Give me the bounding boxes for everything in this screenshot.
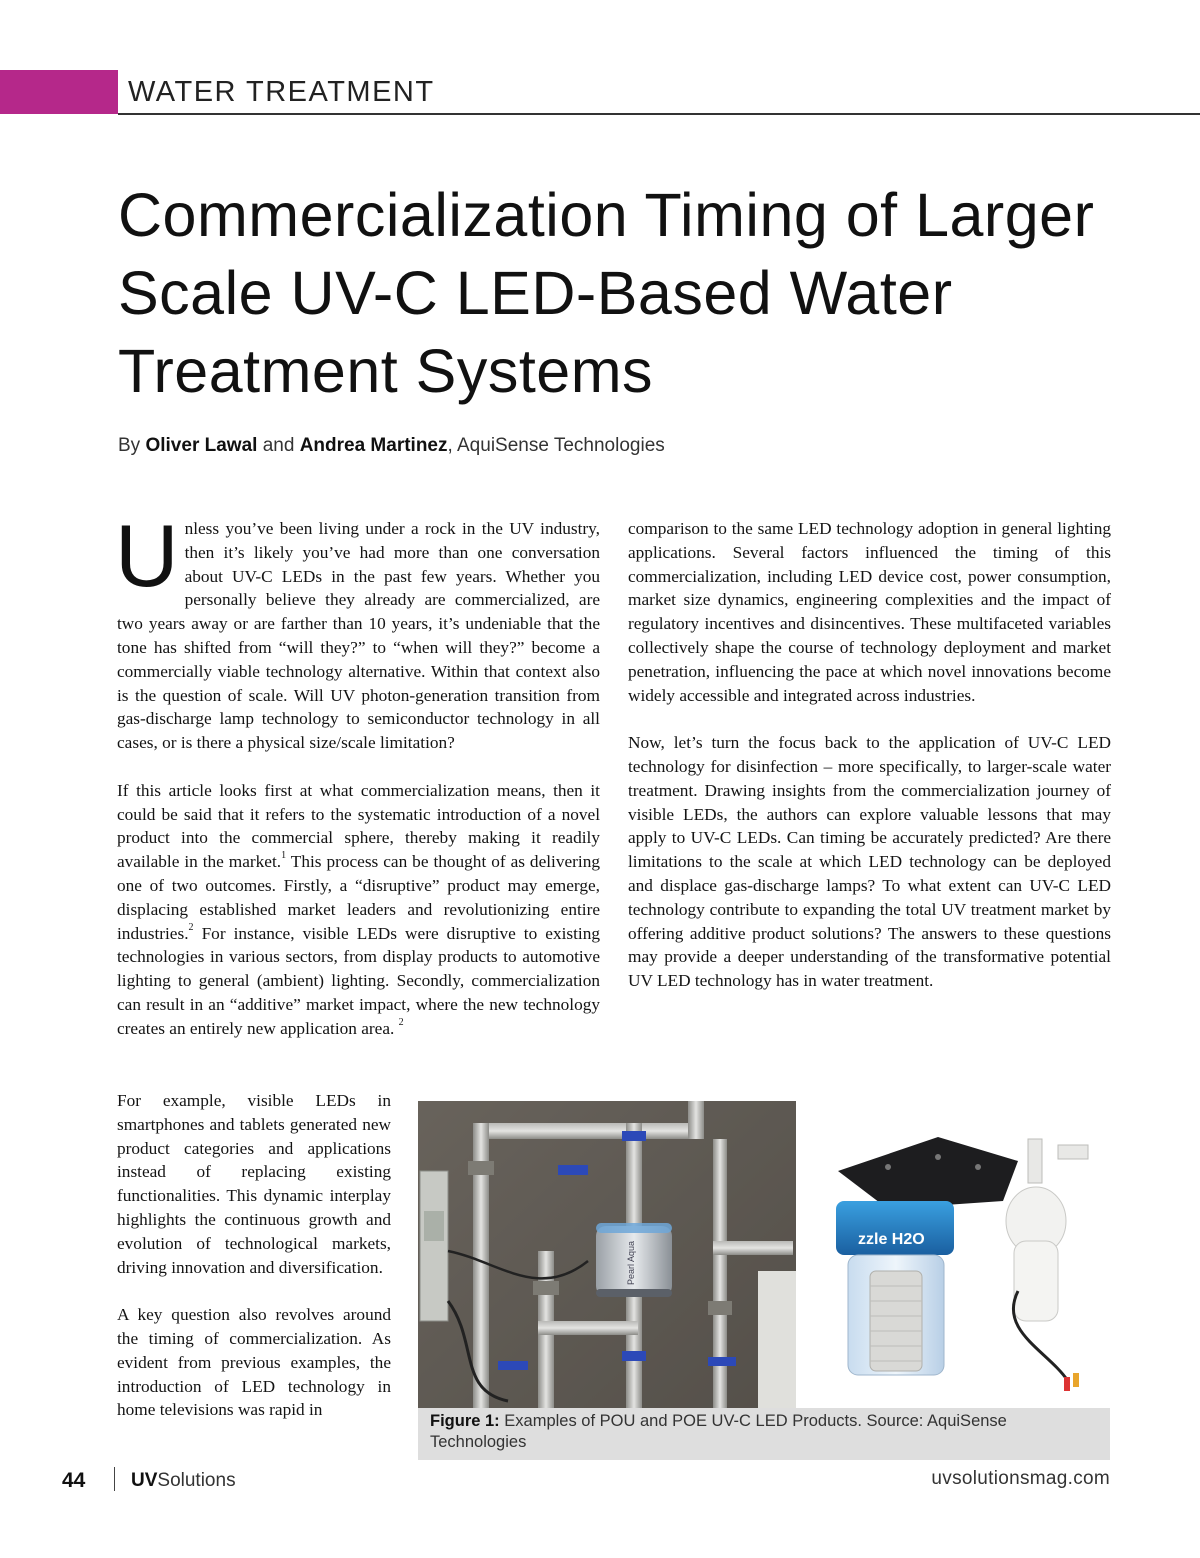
figure-label: Figure 1: [430, 1412, 500, 1430]
magazine-name-bold: UV [131, 1470, 158, 1491]
paragraph-1 [115, 506, 600, 755]
section-rule [118, 113, 1200, 115]
footer-divider [114, 1467, 115, 1491]
paragraph-2 [117, 779, 600, 1041]
paragraph-5: comparison to the same LED technology adoption in general lighting applications. Several factors influenced the timing of this commercialization, including LED device cost, power consumption, market size dynamics, engineering complexities and the impact of regulatory incentives and disincentives. These multifaceted variables collectively shape the course of technology deployment and market penetration, influencing the pace at which novel innovations become widely accessible and integrated across industries. [628, 519, 1111, 705]
left-column [115, 506, 600, 1041]
reference-3: 2 [398, 1016, 404, 1028]
section-label: WATER TREATMENT [128, 76, 435, 108]
page-number: 44 [62, 1469, 86, 1492]
filter-brand-label: zzle H2O [858, 1231, 925, 1248]
author-1: Oliver Lawal [145, 435, 258, 456]
figure-1-image [418, 1101, 1110, 1460]
paragraph-3: For example, visible LEDs in smartphones and tablets generated new product categories and applications instead of replacing existing functionalities. This dynamic interplay highlights the continuous growth and evolution of technological markets, driving innovation and diversification. [117, 1091, 391, 1277]
paragraph-4: A key question also revolves around the timing of commercialization. As evident from previous examples, the introduction of LED technology in home televisions was rapid in [117, 1305, 391, 1420]
byline-prefix: By [118, 435, 141, 456]
article-title: Commercialization Timing of Larger Scale UV-C LED-Based Water Treatment Systems [118, 181, 1095, 405]
magazine-url: uvsolutionsmag.com [931, 1468, 1110, 1489]
byline-affiliation: , AquiSense Technologies [447, 435, 665, 456]
right-column [628, 517, 1111, 1017]
paragraph-2-text-c: For instance, visible LEDs were disruptive to existing technologies in various sectors, from display products to automotive lighting to general (ambient) lighting. Secondly, commercialization can result in an “additive” market impact, where the new technology creates an entirely new application area. [117, 923, 600, 1038]
byline-conjunction: and [262, 435, 295, 456]
left-column-narrow [117, 1089, 391, 1422]
paragraph-2-text-a: If this article looks first at what commercialization means, then it could be said that it refers to the systematic introduction of a novel product into the commercial sphere, thereby making it readily available in the market. [117, 780, 600, 872]
paragraph-1-text: nless you’ve been living under a rock in the UV industry, then it’s likely you’ve had more than one conversation about UV-C LEDs in the past few years. Whether you personally believe they already are commercialized, are two years away or are farther than 10 years, it’s undeniable that the tone has shifted from “will they?” to “when will they?” become a commercially viable technology alternative. Within that context also is the question of scale. Will UV photon-generation transition from gas-discharge lamp technology to semiconductor technology in all cases, or is there a physical size/scale limitation? [117, 519, 600, 753]
magazine-name-rest: Solutions [157, 1470, 236, 1491]
figure-caption [430, 1411, 1100, 1453]
reference-2: 2 [188, 921, 194, 933]
drop-cap: U [115, 506, 179, 605]
device-brand-label: Pearl Aqua [626, 1240, 636, 1286]
reference-1: 1 [281, 850, 287, 862]
paragraph-6: Now, let’s turn the focus back to the application of UV-C LED technology for disinfection – more specifically, to larger-scale water treatment. Drawing insights from the commercialization journey of visible LEDs, the authors can explore valuable lessons that may apply to UV-C LEDs. Can timing be accurately predicted? Are there limitations to the scale at which LED technology can be deployed and displace gas-discharge lamps? To what extent can UV-C LED technology contribute to expanding the total UV treatment market by offering additive product solutions? The answers to these questions may provide a deeper understanding of the transformative potential UV LED technology has in water treatment. [628, 733, 1111, 991]
byline [118, 435, 665, 457]
author-2: Andrea Martinez [299, 435, 448, 456]
paragraph-2-text-b: This process can be thought of as delivering one of two outcomes. Firstly, a “disruptive” product may emerge, displacing established market leaders and revolutionizing entire industries. [117, 852, 600, 943]
section-accent-bar [0, 70, 118, 114]
magazine-name [131, 1470, 236, 1492]
figure-caption-text: Examples of POU and POE UV-C LED Products. Source: AquiSense Technologies [430, 1412, 1007, 1451]
